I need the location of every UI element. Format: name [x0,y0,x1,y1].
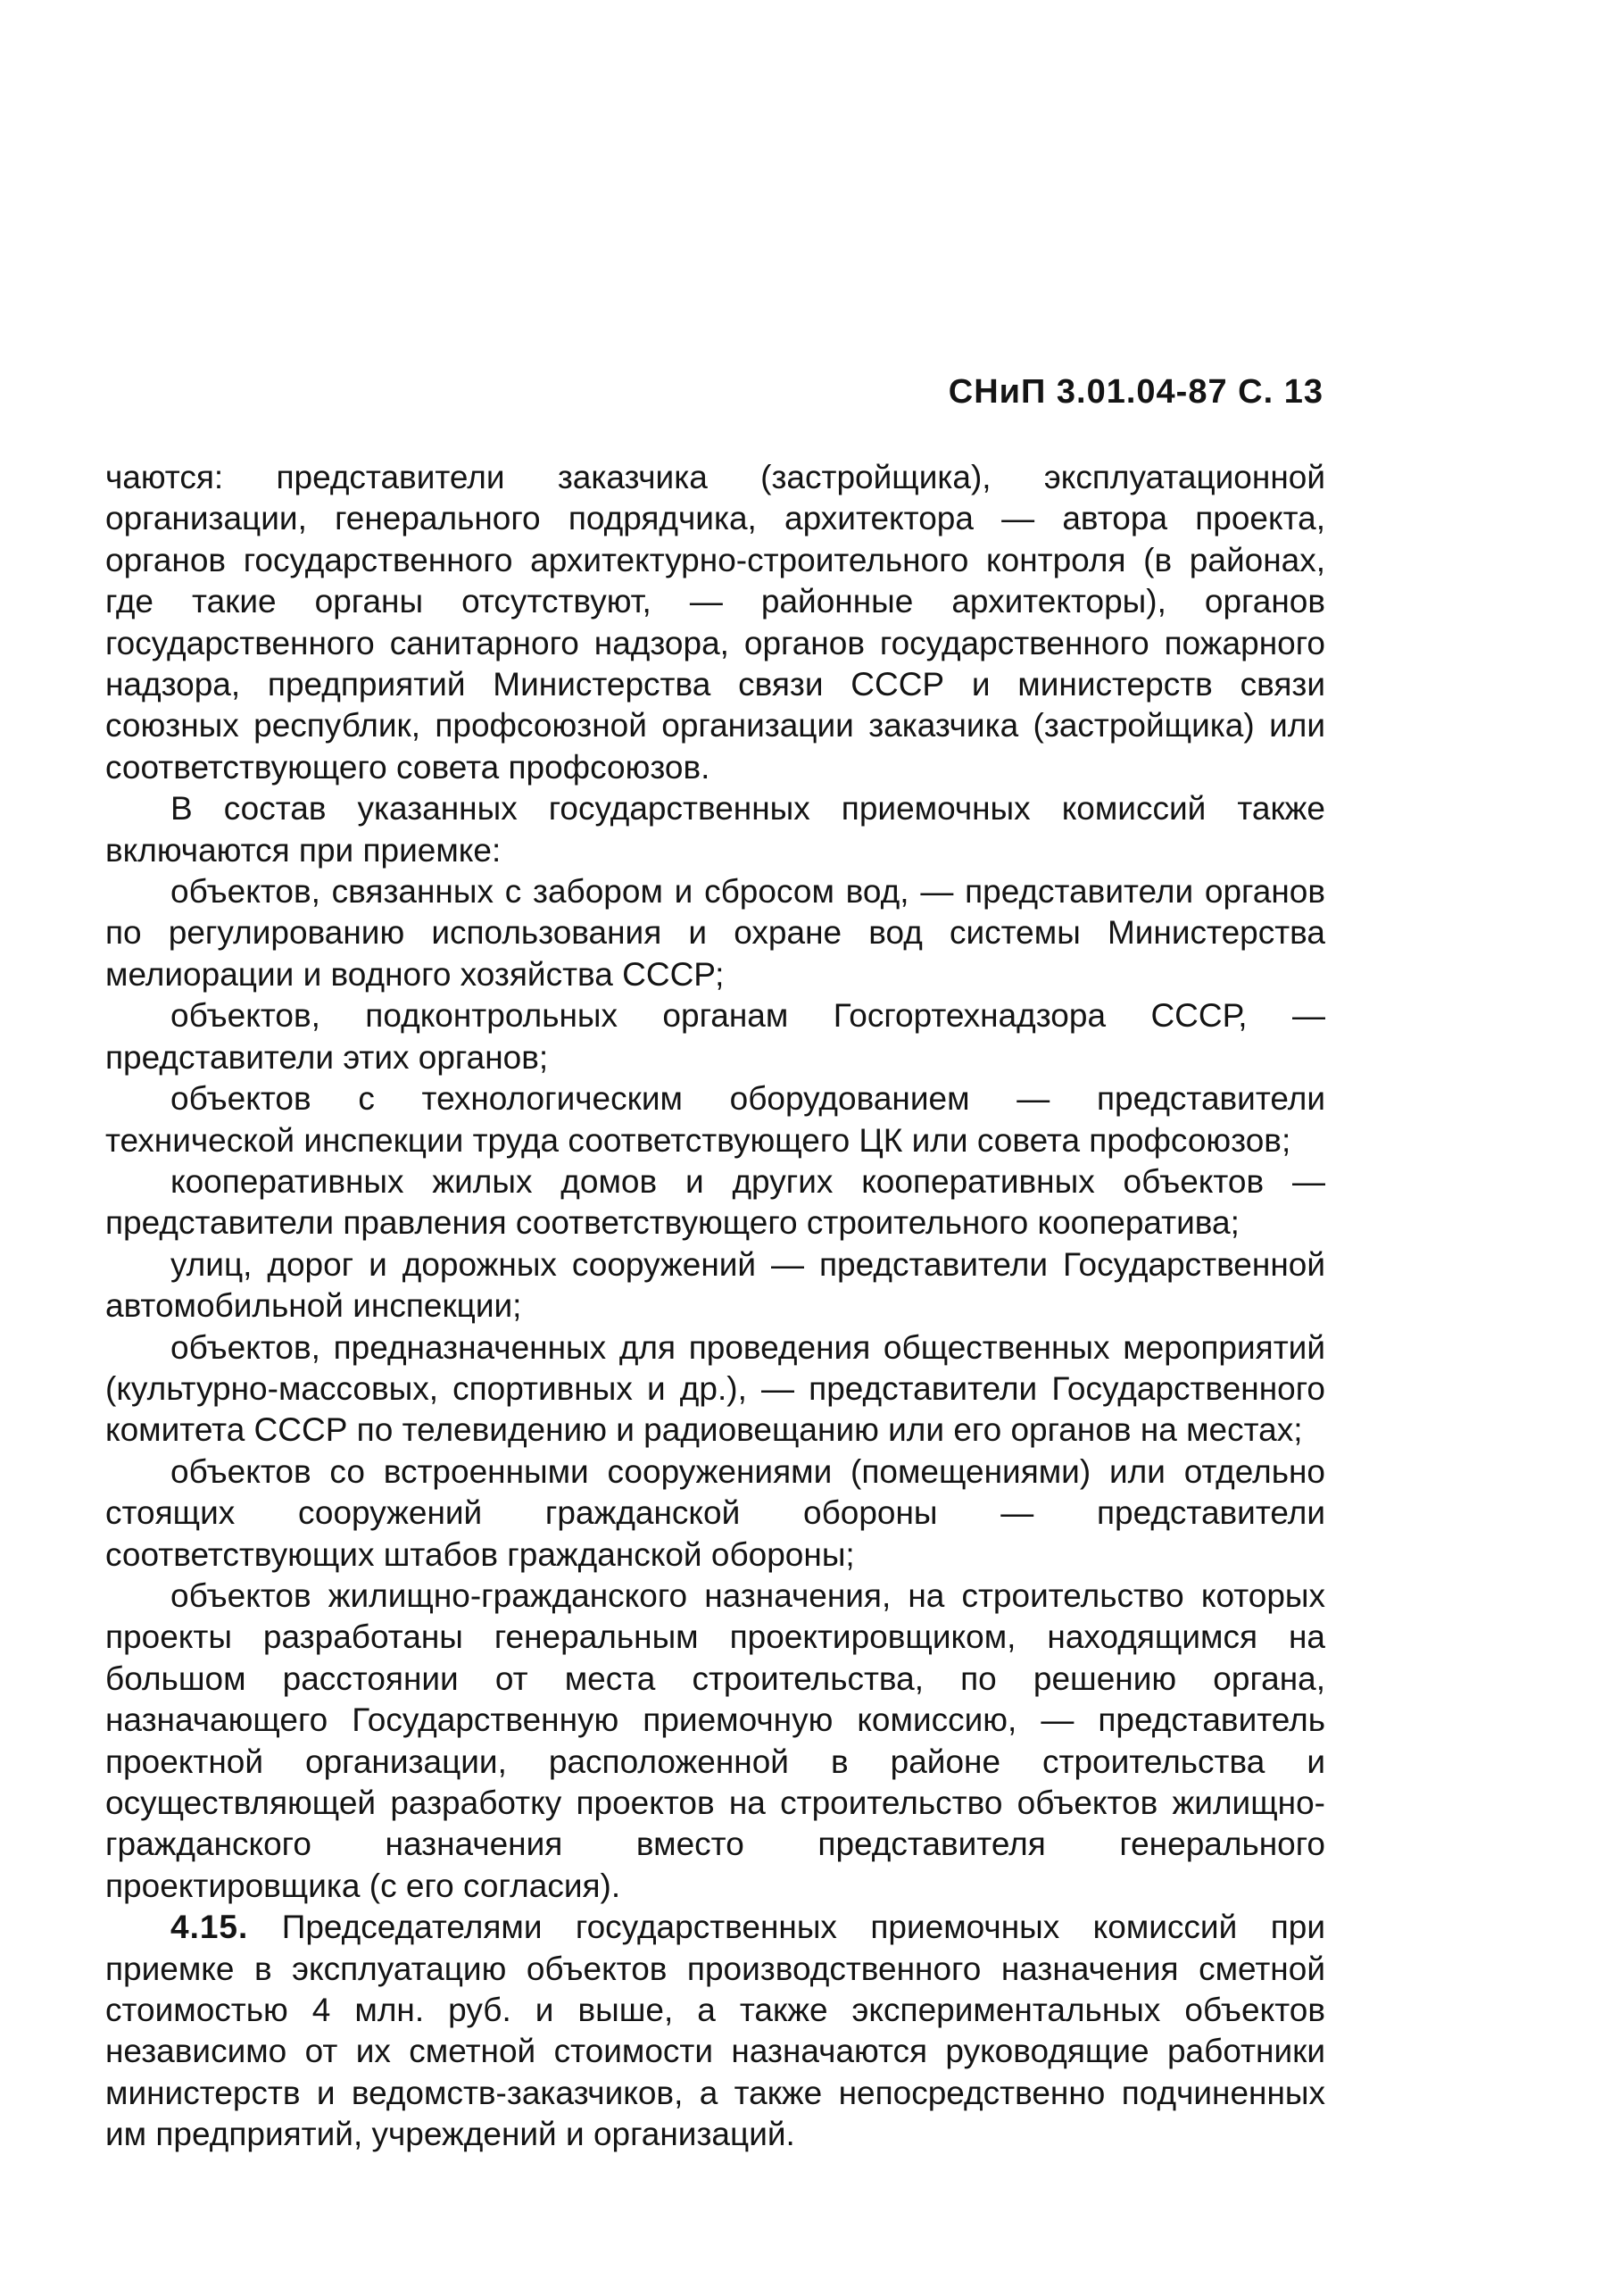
clause-4-15 [105,1907,1325,2155]
running-header: СНиП 3.01.04-87 С. 13 [948,373,1323,411]
clause-text: Председателями государственных приемочных комиссий при приемке в эксплуатацию объектов производственного назначения сметной стоимостью 4 млн. руб. и выше, а также экспериментальных объектов независимо от их сметной стоимости назначаются руководящие работники министерств и ведомств-заказчиков, а также непосредственно подчиненных им предприятий, учреждений и организаций. [105,1909,1325,2153]
paragraph-composition-intro: В состав указанных государственных приемочных комиссий также включаются при приемке: [105,790,1325,869]
list-item-technological-equipment: объектов с технологическим оборудованием — представители технической инспекции труда соответствующего ЦК или совета профсоюзов; [105,1080,1325,1159]
paragraph-continuation: чаются: представители заказчика (застройщика), эксплуатационной организации, генерального подрядчика, архитектора — автора проекта, органов государственного архитектурно-строительного контроля (в районах, где такие органы отсутствуют, — районные архитекторы), органов государственного санитарного надзора, органов государственного пожарного надзора, предприятий Министерства связи СССР и министерств связи союзных республик, профсоюзной организации заказчика (застройщика) или соответствующего совета профсоюзов. [105,459,1325,786]
list-item-public-events-objects: объектов, предназначенных для проведения общественных мероприятий (культурно-массовых, спортивных и др.), — представители Государственного комитета СССР по телевидению и радиовещанию или его органов на местах; [105,1328,1325,1449]
body-text [105,457,1325,2156]
list-item-gosgortekhnadzor-objects: объектов, подконтрольных органам Госгортехнадзора СССР, — представители этих органов; [105,997,1325,1076]
list-item-roads: улиц, дорог и дорожных сооружений — представители Государственной автомобильной инспекции; [105,1245,1325,1325]
clause-number: 4.15. [170,1909,249,1946]
list-item-cooperative-houses: кооперативных жилых домов и других кооперативных объектов — представители правления соответствующего строительного кооператива; [105,1162,1325,1242]
list-item-civil-defense: объектов со встроенными сооружениями (помещениями) или отдельно стоящих сооружений гражданской обороны — представители соответствующих штабов гражданской обороны; [105,1452,1325,1573]
list-item-remote-design: объектов жилищно-гражданского назначения, на строительство которых проекты разработаны генеральным проектировщиком, находящимся на большом расстоянии от места строительства, по решению органа, назначающего Государственную приемочную комиссию, — представитель проектной организации, расположенной в районе строительства и осуществляющей разработку проектов на строительство объектов жилищно-гражданского назначения вместо представителя генерального проектировщика (с его согласия). [105,1576,1325,1904]
list-item-water-objects: объектов, связанных с забором и сбросом вод, — представители органов по регулированию использования и охране вод системы Министерства мелиорации и водного хозяйства СССР; [105,873,1325,993]
